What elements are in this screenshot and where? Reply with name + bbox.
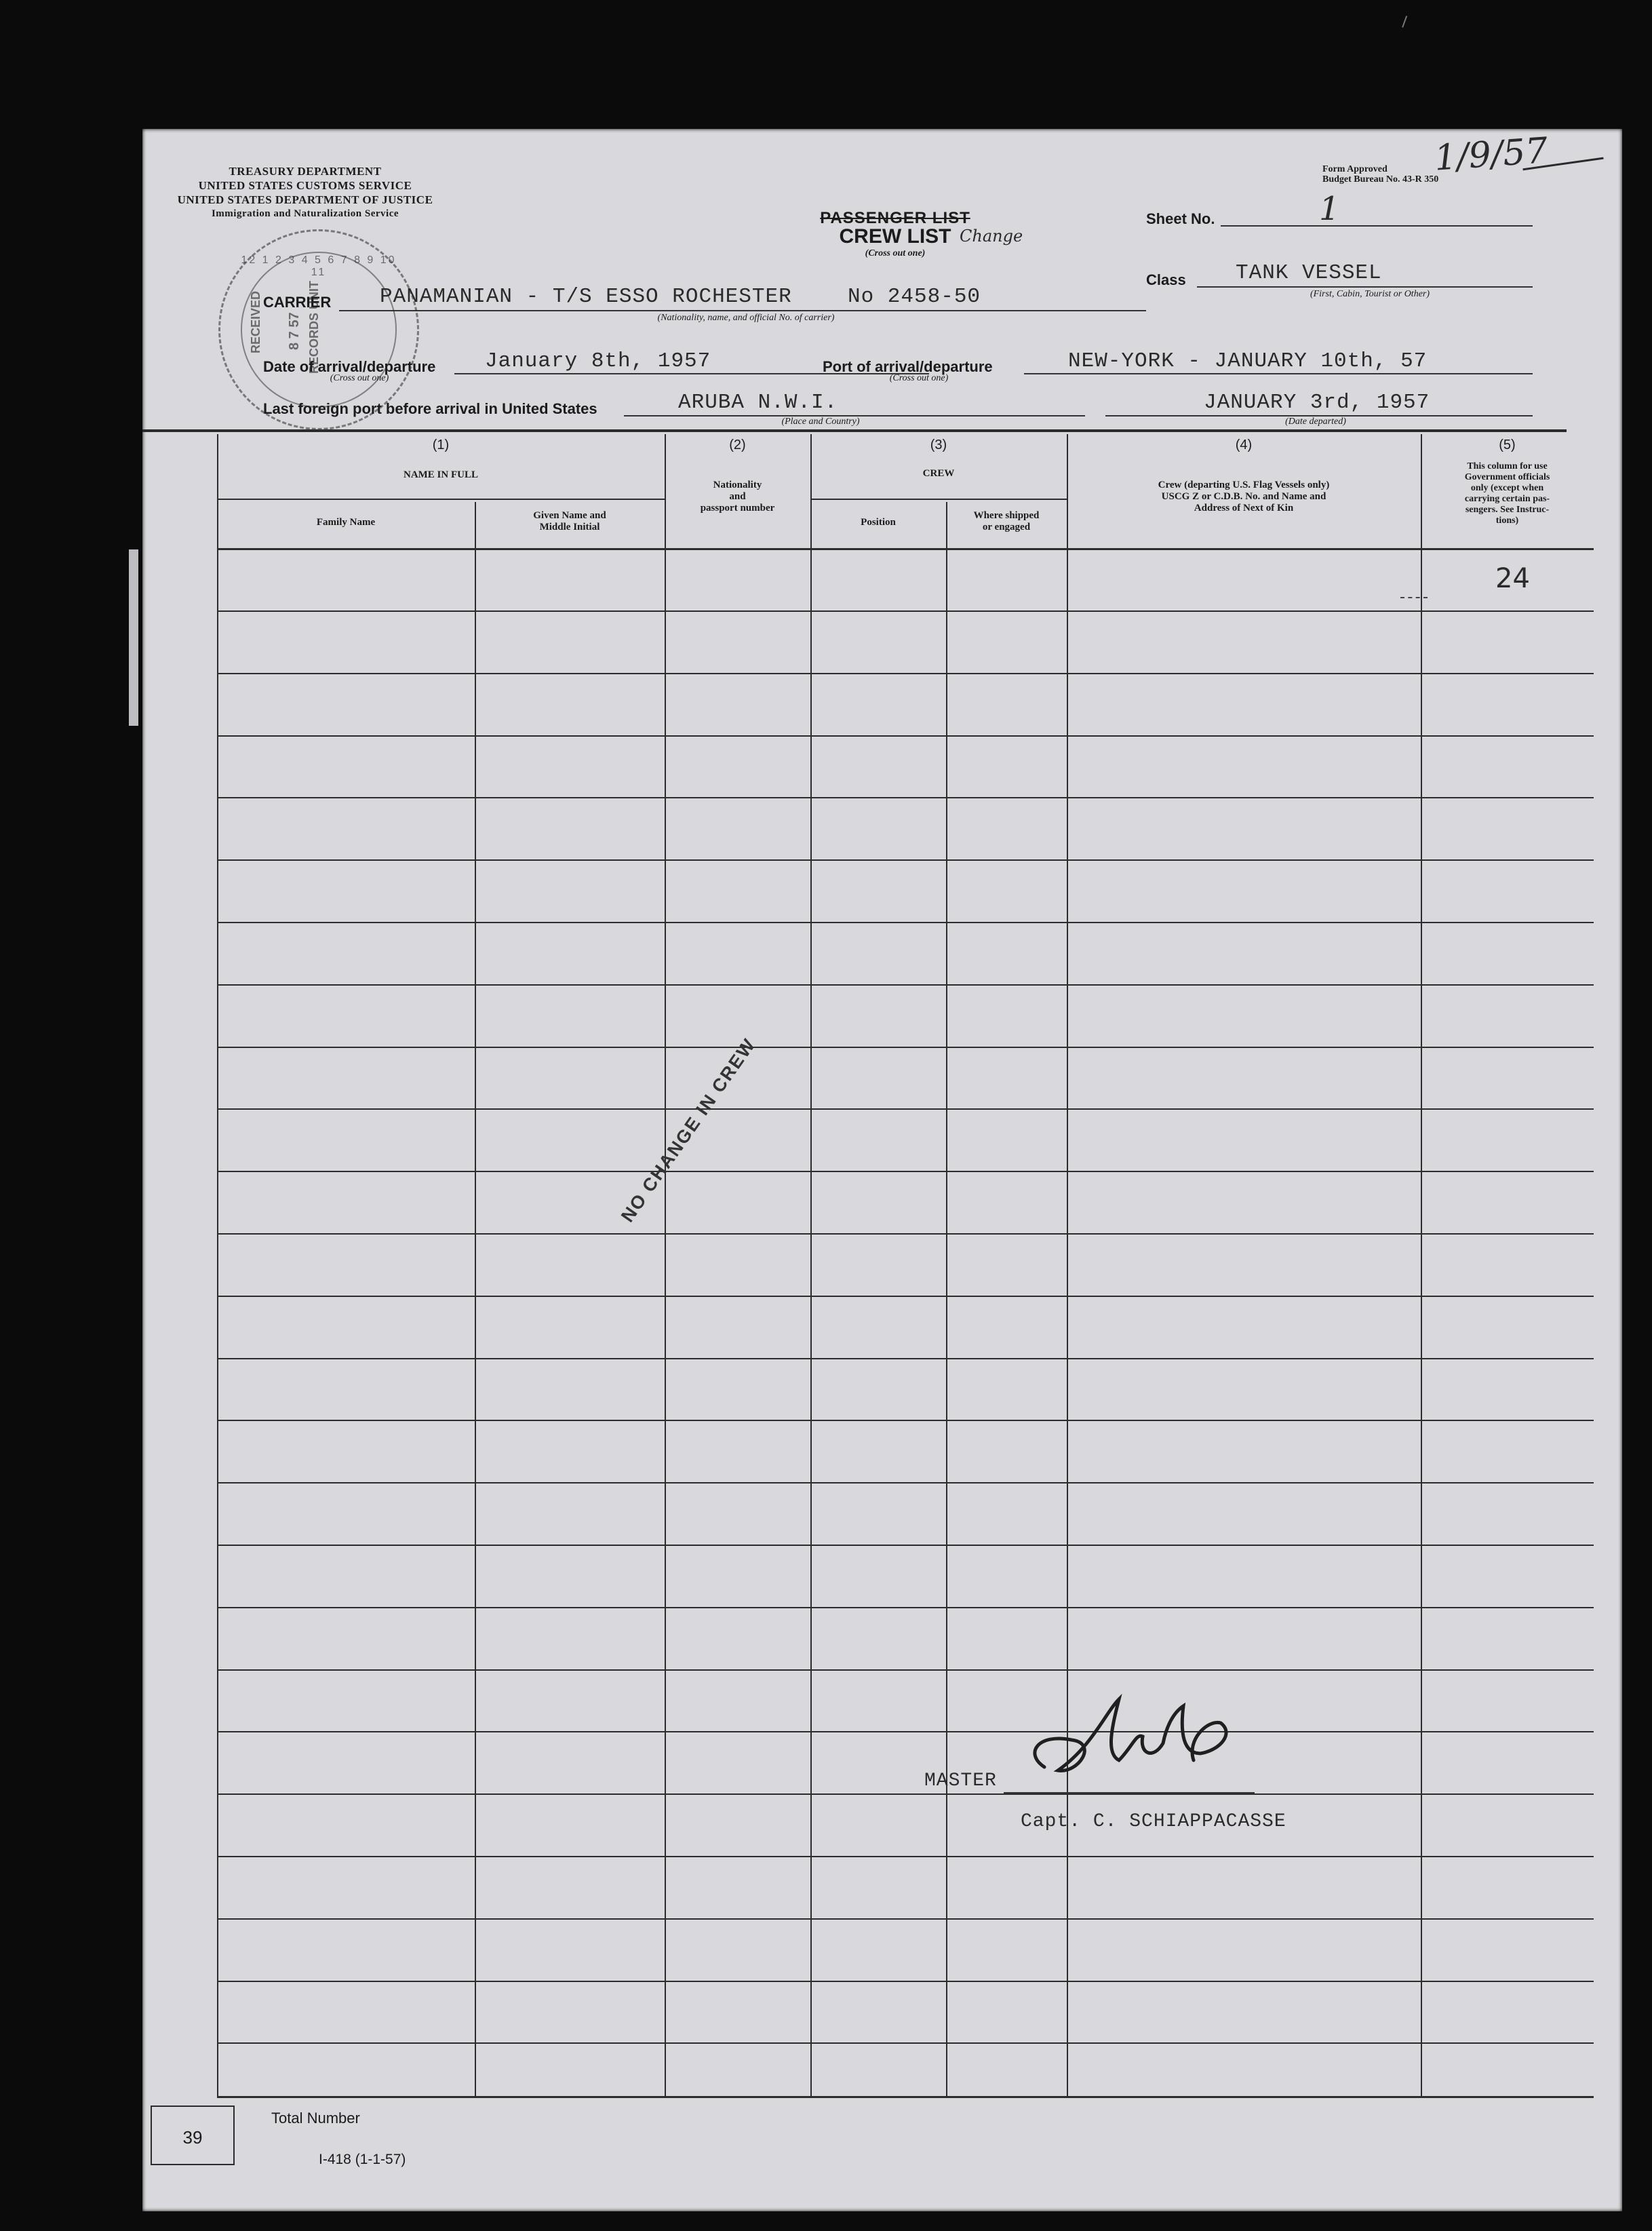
carrier-official-no: No 2458-50 — [848, 285, 981, 309]
class-label: Class — [1146, 271, 1186, 288]
class-caption: (First, Cabin, Tourist or Other) — [1310, 289, 1430, 299]
port-line — [1024, 373, 1533, 374]
master-signature — [1017, 1686, 1241, 1794]
table-header-divider-col1 — [217, 499, 665, 500]
table-row-line — [217, 2042, 1594, 2044]
col5-line-4: carrying certain pas- — [1464, 494, 1550, 504]
col3b-line-1: Where shipped — [973, 510, 1040, 521]
port-label: Port of arrival/departure — [823, 358, 993, 375]
table-col-divider-1-2 — [665, 434, 666, 2096]
col1b-line-1: Given Name and — [533, 510, 606, 521]
port-caption: (Cross out one) — [889, 373, 949, 383]
sheet-no-line — [1221, 225, 1533, 227]
agency-header — [156, 164, 454, 221]
table-row-line — [217, 1108, 1594, 1110]
col3b-where-shipped — [946, 510, 1067, 533]
received-stamp-ring-numbers: 12 1 2 3 4 5 6 7 8 9 10 11 — [241, 254, 397, 278]
handwritten-date: 1/9/57 — [1433, 130, 1550, 179]
col1a-family-name: Family Name — [316, 517, 376, 528]
col1-number: (1) — [432, 438, 450, 452]
last-port-value: ARUBA N.W.I. — [678, 391, 838, 414]
table-header-divider-col3 — [810, 499, 1067, 500]
form-code: I-418 (1-1-57) — [319, 2152, 406, 2167]
table-row-line — [217, 1918, 1594, 1920]
form-approved-line-1: Form Approved — [1322, 164, 1388, 174]
col3-title: CREW — [922, 468, 955, 479]
no-change-stamp: NO CHANGE IN CREW — [617, 1034, 760, 1226]
form-title — [753, 209, 1038, 259]
row1-col5-value: 24 — [1495, 563, 1530, 594]
col2-title — [665, 480, 810, 514]
crew-list-label: CREW LIST — [839, 225, 951, 248]
agency-line-2: UNITED STATES CUSTOMS SERVICE — [198, 179, 412, 192]
passenger-list-label: PASSENGER LIST — [820, 209, 970, 227]
received-stamp-received: RECEIVED — [249, 290, 262, 353]
col5-number: (5) — [1499, 438, 1516, 452]
table-bottom-border — [217, 2096, 1594, 2098]
col1b-given-name — [475, 510, 665, 533]
carrier-label: CARRIER — [263, 294, 332, 311]
table-col-divider-2-3 — [810, 434, 812, 2096]
class-value: TANK VESSEL — [1236, 261, 1382, 285]
table-row-line — [217, 735, 1594, 737]
table-row-line — [217, 1856, 1594, 1857]
scan-corner-mark — [1402, 16, 1411, 29]
table-row-line — [217, 859, 1594, 861]
col5-line-3: only (except when — [1470, 483, 1544, 493]
table-row-line — [217, 1358, 1594, 1359]
sheet-no-label: Sheet No. — [1146, 210, 1215, 227]
crew-list-cross-out-caption: (Cross out one) — [865, 248, 926, 258]
form-approved — [1322, 164, 1438, 185]
col3b-line-2: or engaged — [982, 522, 1031, 532]
carrier-line — [339, 310, 1146, 311]
form-approved-line-2: Budget Bureau No. 43-R 350 — [1322, 174, 1439, 185]
col2-line-3: passport number — [700, 503, 775, 513]
col3a-position: Position — [861, 517, 896, 528]
total-number-label: Total Number — [271, 2110, 360, 2127]
col3-number: (3) — [930, 438, 947, 452]
last-port-date-caption: (Date departed) — [1285, 416, 1346, 427]
port-value: NEW-YORK - JANUARY 10th, 57 — [1068, 349, 1428, 373]
table-row-line — [217, 1981, 1594, 1982]
col2-line-2: and — [729, 491, 746, 502]
col4-title — [1067, 480, 1421, 514]
col5-line-6: tions) — [1495, 516, 1519, 526]
table-row-line — [217, 1047, 1594, 1048]
master-label: MASTER — [924, 1770, 997, 1791]
table-row-line — [217, 1731, 1594, 1732]
table-row-line — [217, 610, 1594, 612]
table-row-line — [217, 1669, 1594, 1671]
scan-edge-artifact — [129, 549, 138, 726]
agency-line-1: TREASURY DEPARTMENT — [229, 165, 382, 178]
col1-title: NAME IN FULL — [403, 469, 478, 480]
table-row-line — [217, 1296, 1594, 1297]
col4-line-3: Address of Next of Kin — [1194, 503, 1294, 513]
received-stamp — [218, 229, 419, 430]
table-row-line — [217, 673, 1594, 674]
table-row-line — [217, 1545, 1594, 1546]
col4-line-1: Crew (departing U.S. Flag Vessels only) — [1158, 480, 1330, 490]
row1-col5-dash — [1400, 597, 1428, 598]
col5-line-1: This column for use — [1467, 461, 1548, 471]
received-stamp-date: 8 7 57 — [287, 312, 302, 350]
table-row-line — [217, 797, 1594, 798]
col5-line-5: sengers. See Instruc- — [1465, 505, 1550, 515]
last-port-caption: (Place and Country) — [781, 416, 860, 427]
date-arrival-label: Date of arrival/departure — [263, 358, 436, 375]
header-rule — [142, 429, 1567, 432]
col5-line-2: Government officials — [1464, 472, 1550, 482]
last-port-label: Last foreign port before arrival in United States — [263, 400, 597, 417]
total-number-box — [151, 2106, 235, 2165]
table-col-divider-4-5 — [1421, 434, 1422, 2096]
table-header-bottom — [217, 548, 1594, 550]
agency-line-4: Immigration and Naturalization Service — [211, 208, 399, 219]
col1b-line-2: Middle Initial — [539, 522, 600, 532]
carrier-caption: (Nationality, name, and official No. of carrier) — [657, 313, 835, 323]
agency-line-3: UNITED STATES DEPARTMENT OF JUSTICE — [177, 193, 433, 206]
table-row-line — [217, 922, 1594, 923]
date-arrival-value: January 8th, 1957 — [485, 349, 711, 373]
col2-number: (2) — [729, 438, 746, 452]
document-page — [142, 129, 1622, 2211]
date-arrival-caption: (Cross out one) — [330, 373, 389, 383]
master-name: Capt. C. SCHIAPPACASSE — [1021, 1811, 1286, 1832]
col4-number: (4) — [1235, 438, 1253, 452]
sheet-no-value: 1 — [1319, 190, 1340, 228]
table-row-line — [217, 1482, 1594, 1483]
carrier-value: PANAMANIAN - T/S ESSO ROCHESTER — [380, 285, 792, 309]
handwritten-change-note: Change — [960, 227, 1023, 246]
class-line — [1197, 286, 1533, 288]
table-col-divider-3-4 — [1067, 434, 1068, 2096]
table-row-line — [217, 1793, 1594, 1795]
total-number-value: 39 — [182, 2127, 203, 2148]
col5-title — [1421, 461, 1594, 526]
col2-line-1: Nationality — [713, 480, 762, 490]
last-port-date-value: JANUARY 3rd, 1957 — [1204, 391, 1430, 414]
received-stamp-unit: RECORDS UNIT — [307, 280, 321, 374]
table-row-line — [217, 1171, 1594, 1172]
table-row-line — [217, 1607, 1594, 1608]
table-row-line — [217, 1420, 1594, 1421]
col4-line-2: USCG Z or C.D.B. No. and Name and — [1161, 491, 1326, 502]
table-border-left — [217, 434, 218, 2096]
table-row-line — [217, 984, 1594, 986]
table-row-line — [217, 1233, 1594, 1235]
